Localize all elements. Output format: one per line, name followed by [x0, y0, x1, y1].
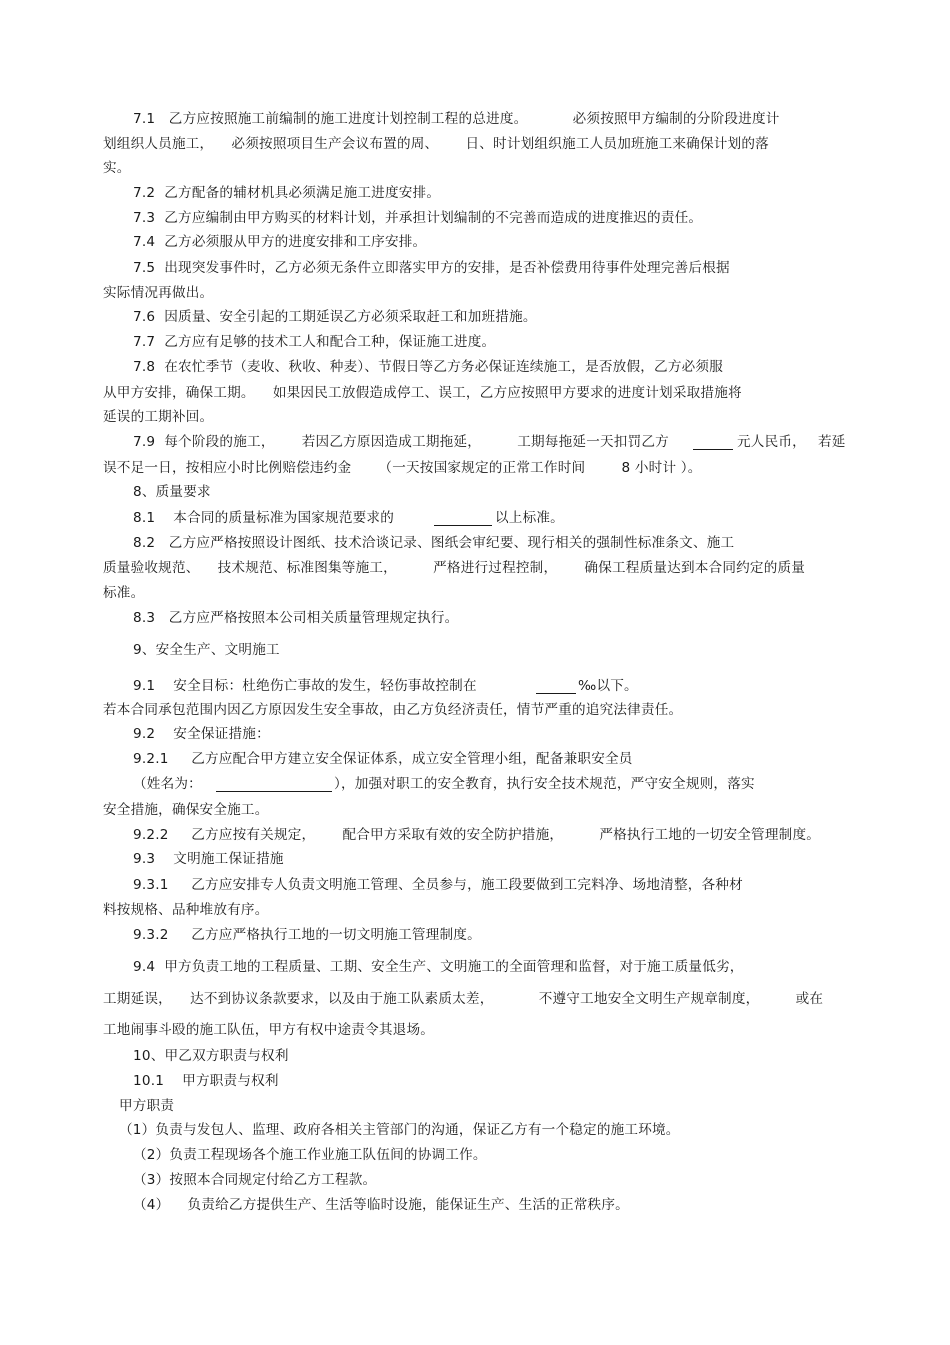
heading-9: 9、安全生产、文明施工 — [133, 642, 280, 658]
line-8-3: 8.3 乙方应严格按照本公司相关质量管理规定执行。 — [133, 610, 459, 626]
line-10-1: 10.1 甲方职责与权利 — [133, 1073, 279, 1089]
line-9-4: 9.4 甲方负责工地的工程质量、工期、安全生产、文明施工的全面管理和监督，对于施工质量低劣， — [133, 959, 744, 975]
line-7-1: 7.1 乙方应按照施工前编制的施工进度计划控制工程的总进度。 必须按照甲方编制的分阶段进度计 — [133, 111, 780, 127]
line-9-4-end: 工地闹事斗殴的施工队伍，甲方有权中途责令其退场。 — [103, 1022, 435, 1038]
duty-item-2: （2）负责工程现场各个施工作业施工队伍间的协调工作。 — [133, 1147, 487, 1163]
label-party-a-duties: 甲方职责 — [119, 1098, 175, 1114]
line-9-3: 9.3 文明施工保证措施 — [133, 851, 284, 867]
line-7-8: 7.8 在农忙季节（麦收、秋收、种麦）、节假日等乙方务必保证连续施工，是否放假，乙方必须服 — [133, 359, 724, 375]
duty-item-4: （4） 负责给乙方提供生产、生活等临时设施，能保证生产、生活的正常秩序。 — [133, 1197, 629, 1213]
line-9-2-1-tail: ），加强对职工的安全教育，执行安全技术规范，严守安全规则，落实 — [334, 776, 755, 792]
line-9-2-2: 9.2.2 乙方应按有关规定， 配合甲方采取有效的安全防护措施， 严格执行工地的一切安全管理制度。 — [133, 827, 821, 843]
line-9-2-1-end: 安全措施，确保安全施工。 — [103, 802, 269, 818]
line-9-1-tail: ‰以下。 — [578, 678, 638, 694]
line-7-1-cont: 划组织人员施工， 必须按照项目生产会议布置的周、 日、时计划组织施工人员加班施工来确保计划的落 — [103, 136, 769, 152]
line-9-3-1: 9.3.1 乙方应安排专人负责文明施工管理、全员参与，施工段要做到工完料净、场地清整，各种材 — [133, 877, 743, 893]
blank-penalty-amount[interactable] — [693, 436, 733, 450]
line-9-2-1-name: （姓名为： — [133, 776, 202, 792]
duty-item-3: （3）按照本合同规定付给乙方工程款。 — [133, 1172, 377, 1188]
line-7-3: 7.3 乙方应编制由甲方购买的材料计划，并承担计划编制的不完善而造成的进度推迟的责任。 — [133, 210, 703, 226]
line-7-6: 7.6 因质量、安全引起的工期延误乙方必须采取赶工和加班措施。 — [133, 309, 537, 325]
line-8-1: 8.1 本合同的质量标准为国家规范要求的 — [133, 510, 395, 526]
line-7-4: 7.4 乙方必须服从甲方的进度安排和工序安排。 — [133, 234, 427, 250]
line-9-1: 9.1 安全目标：杜绝伤亡事故的发生，轻伤事故控制在 — [133, 678, 477, 694]
line-7-9-unit: 元人民币， — [737, 434, 806, 450]
blank-quality-standard[interactable] — [434, 512, 492, 526]
line-8-2-cont: 质量验收规范、 技术规范、标准图集等施工， 严格进行过程控制， 确保工程质量达到本合同约定的质量 — [103, 560, 806, 576]
heading-10: 10、甲乙双方职责与权利 — [133, 1048, 289, 1064]
duty-item-1: （1）负责与发包人、监理、政府各相关主管部门的沟通，保证乙方有一个稳定的施工环境。 — [119, 1122, 680, 1138]
line-7-8-end: 延误的工期补回。 — [103, 409, 214, 425]
line-7-5-cont: 实际情况再做出。 — [103, 285, 214, 301]
line-9-1-cont: 若本合同承包范围内因乙方原因发生安全事故，由乙方负经济责任，情节严重的追究法律责任。 — [103, 702, 683, 718]
line-7-2: 7.2 乙方配备的辅材机具必须满足施工进度安排。 — [133, 185, 441, 201]
line-9-2: 9.2 安全保证措施： — [133, 726, 270, 742]
line-8-1-tail: 以上标准。 — [495, 510, 564, 526]
line-9-3-1-cont: 料按规格、品种堆放有序。 — [103, 902, 269, 918]
line-8-2: 8.2 乙方应严格按照设计图纸、技术洽谈记录、图纸会审纪要、现行相关的强制性标准条文、施工 — [133, 535, 735, 551]
line-7-9-end: 若延 — [818, 434, 846, 450]
blank-injury-rate[interactable] — [536, 680, 576, 694]
line-7-8-cont: 从甲方安排，确保工期。 如果因民工放假造成停工、误工，乙方应按照甲方要求的进度计划采取措施将 — [103, 385, 742, 401]
line-9-4-cont: 工期延误， 达不到协议条款要求，以及由于施工队素质太差， 不遵守工地安全文明生产规章制度， 或在 — [103, 991, 824, 1007]
line-7-9: 7.9 每个阶段的施工， 若因乙方原因造成工期拖延， 工期每拖延一天扣罚乙方 — [133, 434, 669, 450]
line-7-5: 7.5 出现突发事件时，乙方必须无条件立即落实甲方的安排，是否补偿费用待事件处理完善后根据 — [133, 260, 730, 276]
line-9-3-2: 9.3.2 乙方应严格执行工地的一切文明施工管理制度。 — [133, 927, 481, 943]
line-7-1-end: 实。 — [103, 160, 131, 176]
heading-8: 8、质量要求 — [133, 484, 211, 500]
line-7-7: 7.7 乙方应有足够的技术工人和配合工种，保证施工进度。 — [133, 334, 496, 350]
line-9-2-1: 9.2.1 乙方应配合甲方建立安全保证体系，成立安全管理小组，配备兼职安全员 — [133, 751, 633, 767]
line-7-9-cont: 误不足一日，按相应小时比例赔偿违约金 （一天按国家规定的正常工作时间 8 小时计 ）。 — [103, 460, 702, 476]
blank-safety-officer-name[interactable] — [216, 778, 332, 792]
line-8-2-end: 标准。 — [103, 585, 145, 601]
